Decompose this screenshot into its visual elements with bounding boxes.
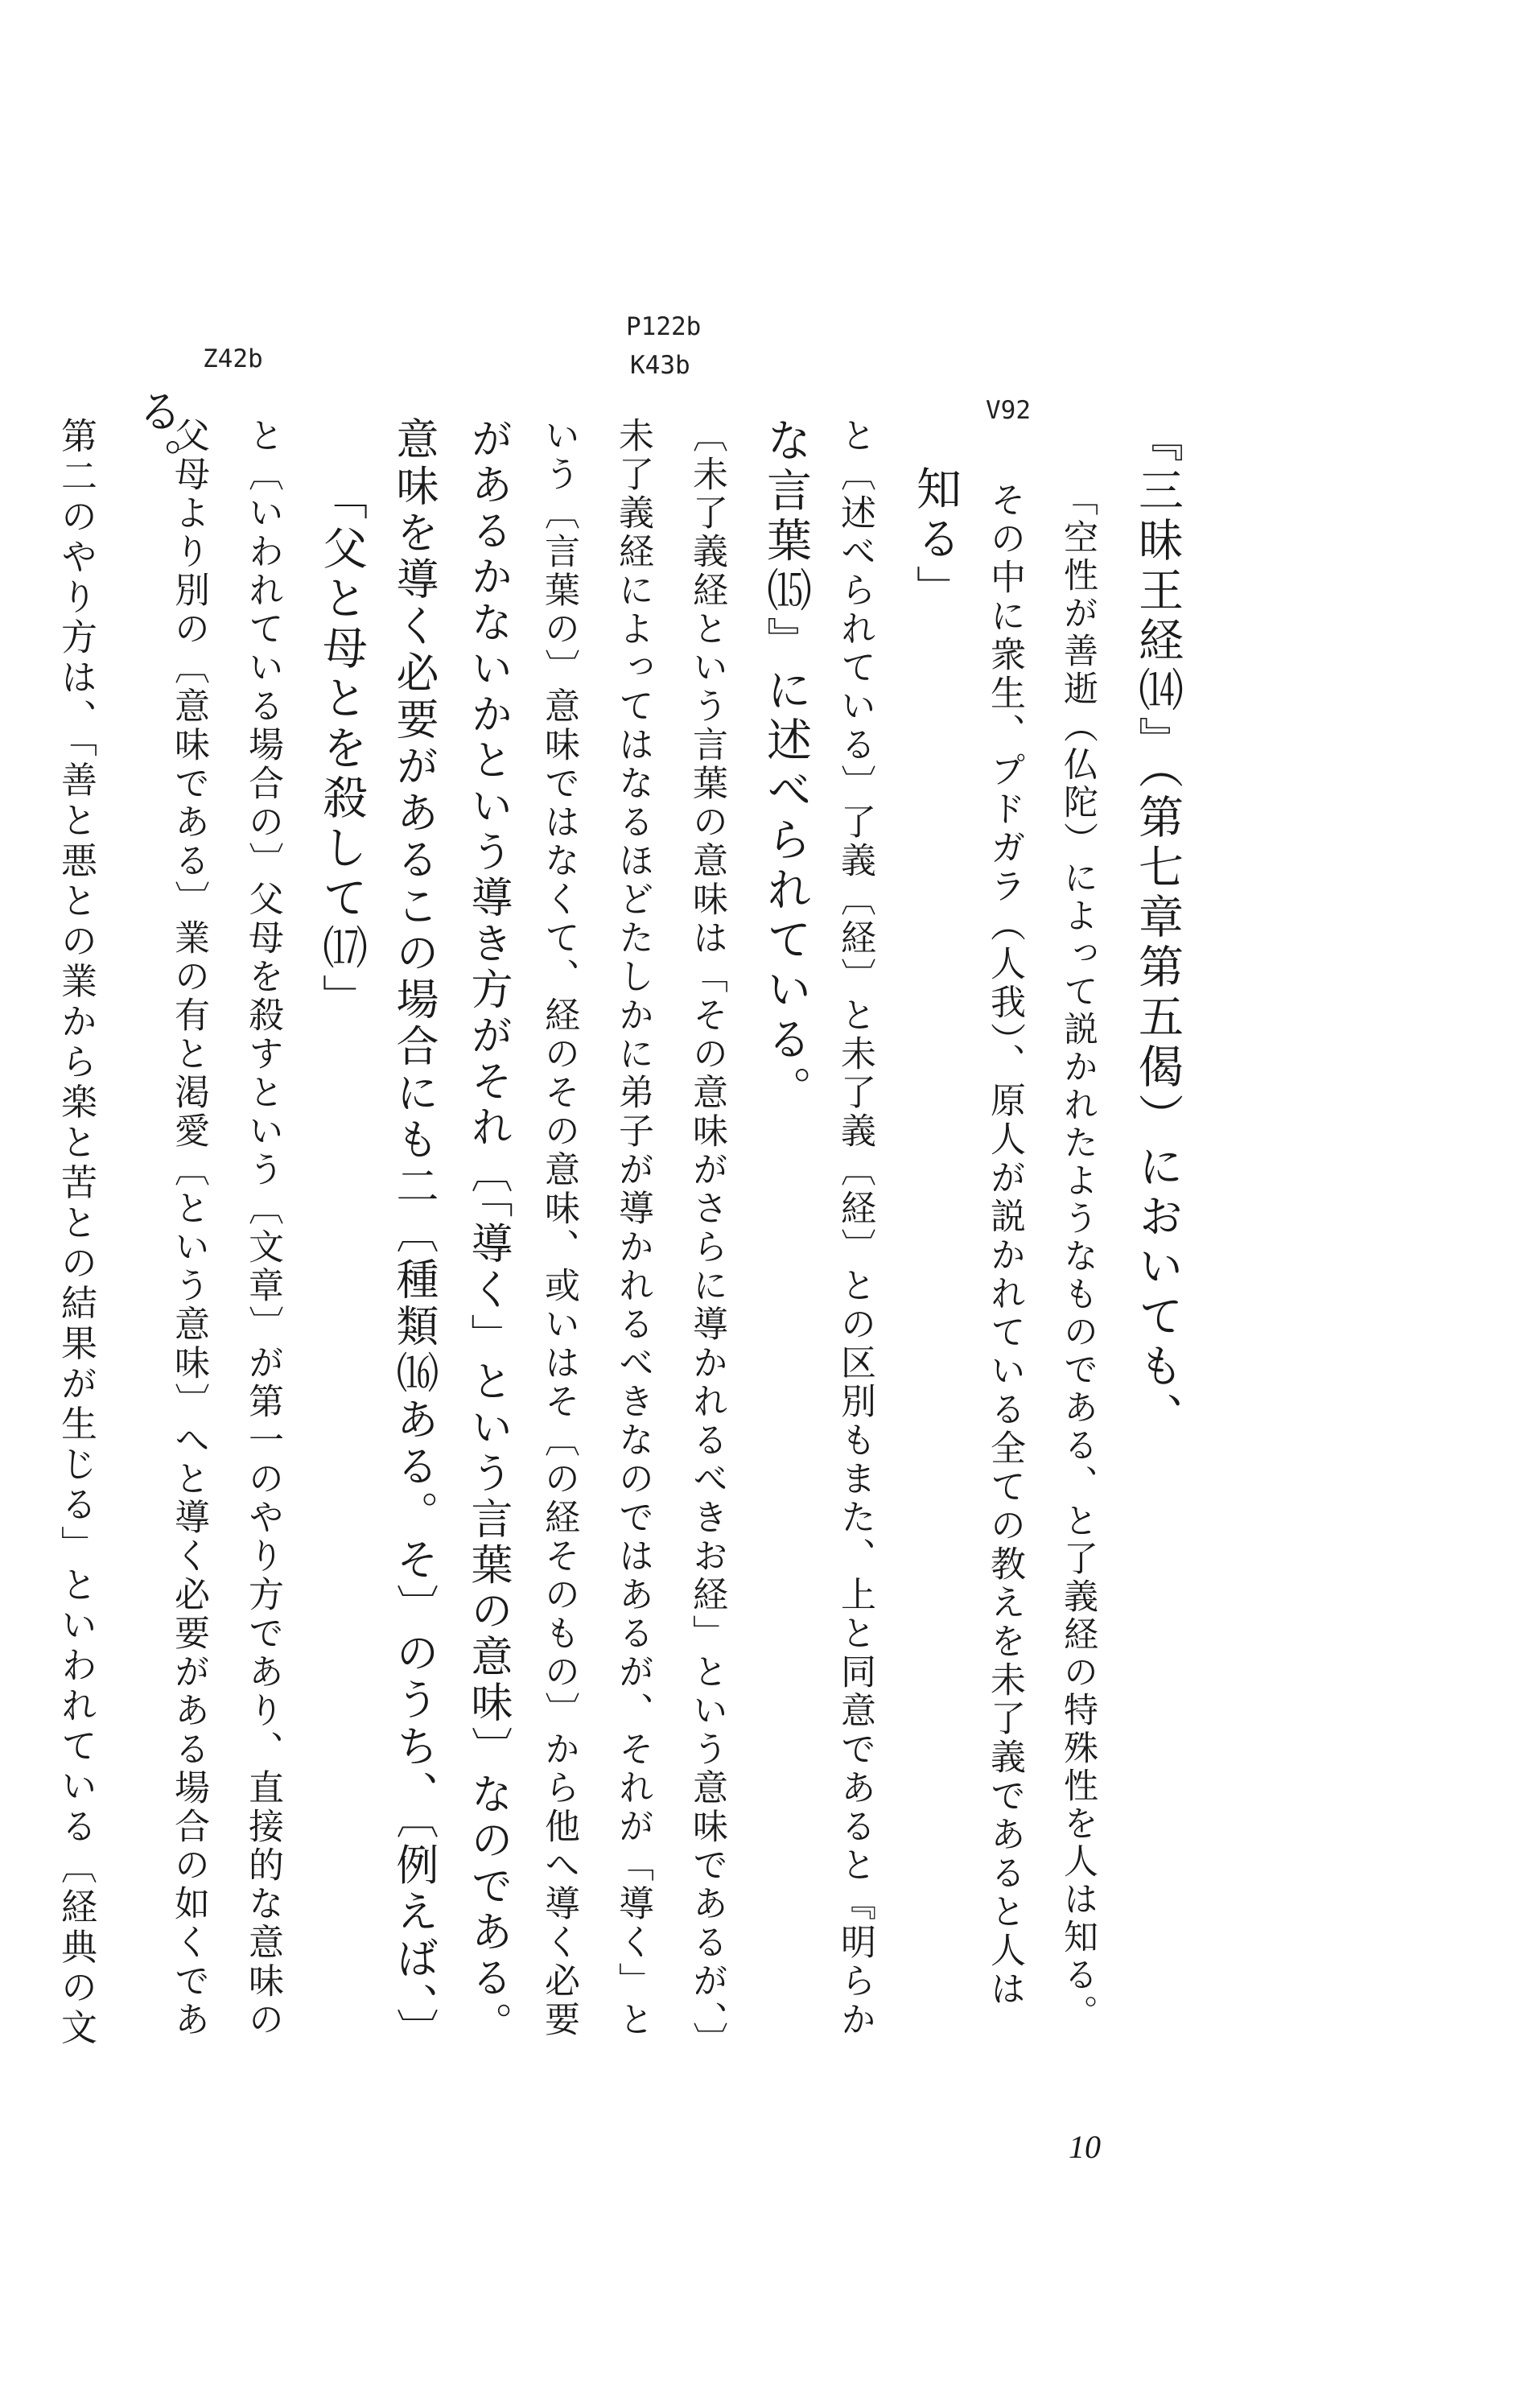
- text-line-11: 意味を導く必要があるこの場合にも二〔種類⒃ある。そ〕のうち、〔例えば、〕: [389, 417, 439, 2055]
- text-line-14: 父母より別の〔意味である〕業の有と渇愛〔という意味〕へと導く必要がある場合の如くであ: [168, 417, 209, 2039]
- text-line-7: 〔未了義経という言葉の意味は「その意味がさらに導かれるべきお経」という意味であるが、〕: [686, 417, 727, 2060]
- text-line-12: 「父と母とを殺して⒄」: [315, 475, 368, 1024]
- page-number: 10: [1069, 2129, 1101, 2165]
- text-line-13: と〔いわれている場合の〕父母を殺すという〔文章〕が第一のやり方であり、直接的な意味の: [242, 417, 283, 2039]
- text-line-1: 『三昧王経⒁』（第七章第五偈）においても、: [1131, 417, 1184, 1442]
- text-line-8: 未了義経によってはなるほどたしかに弟子が導かれるべきなのではあるが、それが「導く」と: [612, 417, 653, 2039]
- margin-marker-v92: V92: [986, 396, 1031, 425]
- text-line-5: と〔述べられている〕了義〔経〕と未了義〔経〕との区別もまた、上と同意であると『明らか: [834, 417, 875, 2039]
- text-line-2: 「空性が善逝（仏陀）によって説かれたようなものである、と了義経の特殊性を人は知る。: [1058, 481, 1098, 2032]
- text-line-16: 第二のやり方は、「善と悪との業から楽と苦との結果が生じる」といわれている〔経典の文: [55, 417, 97, 2049]
- margin-marker-z42b: Z42b: [203, 344, 263, 373]
- text-line-6: な言葉⒂』に述べられている。: [760, 417, 812, 1115]
- margin-marker-k43b: K43b: [630, 351, 690, 380]
- text-line-10: があるかないかという導き方がそれ〔「導く」という言葉の意味〕なのである。: [463, 417, 512, 2047]
- text-line-15: る。: [130, 388, 183, 488]
- text-line-3: その中に衆生、プドガラ（人我）、原人が説かれている全ての教えを未了義であると人は: [984, 481, 1025, 2009]
- text-line-4: 知る」: [909, 465, 962, 615]
- margin-marker-p122b: P122b: [626, 312, 702, 341]
- text-line-9: いう〔言葉の〕意味ではなくて、経のその意味、或いはそ〔の経そのもの〕から他へ導く必要: [538, 417, 579, 2039]
